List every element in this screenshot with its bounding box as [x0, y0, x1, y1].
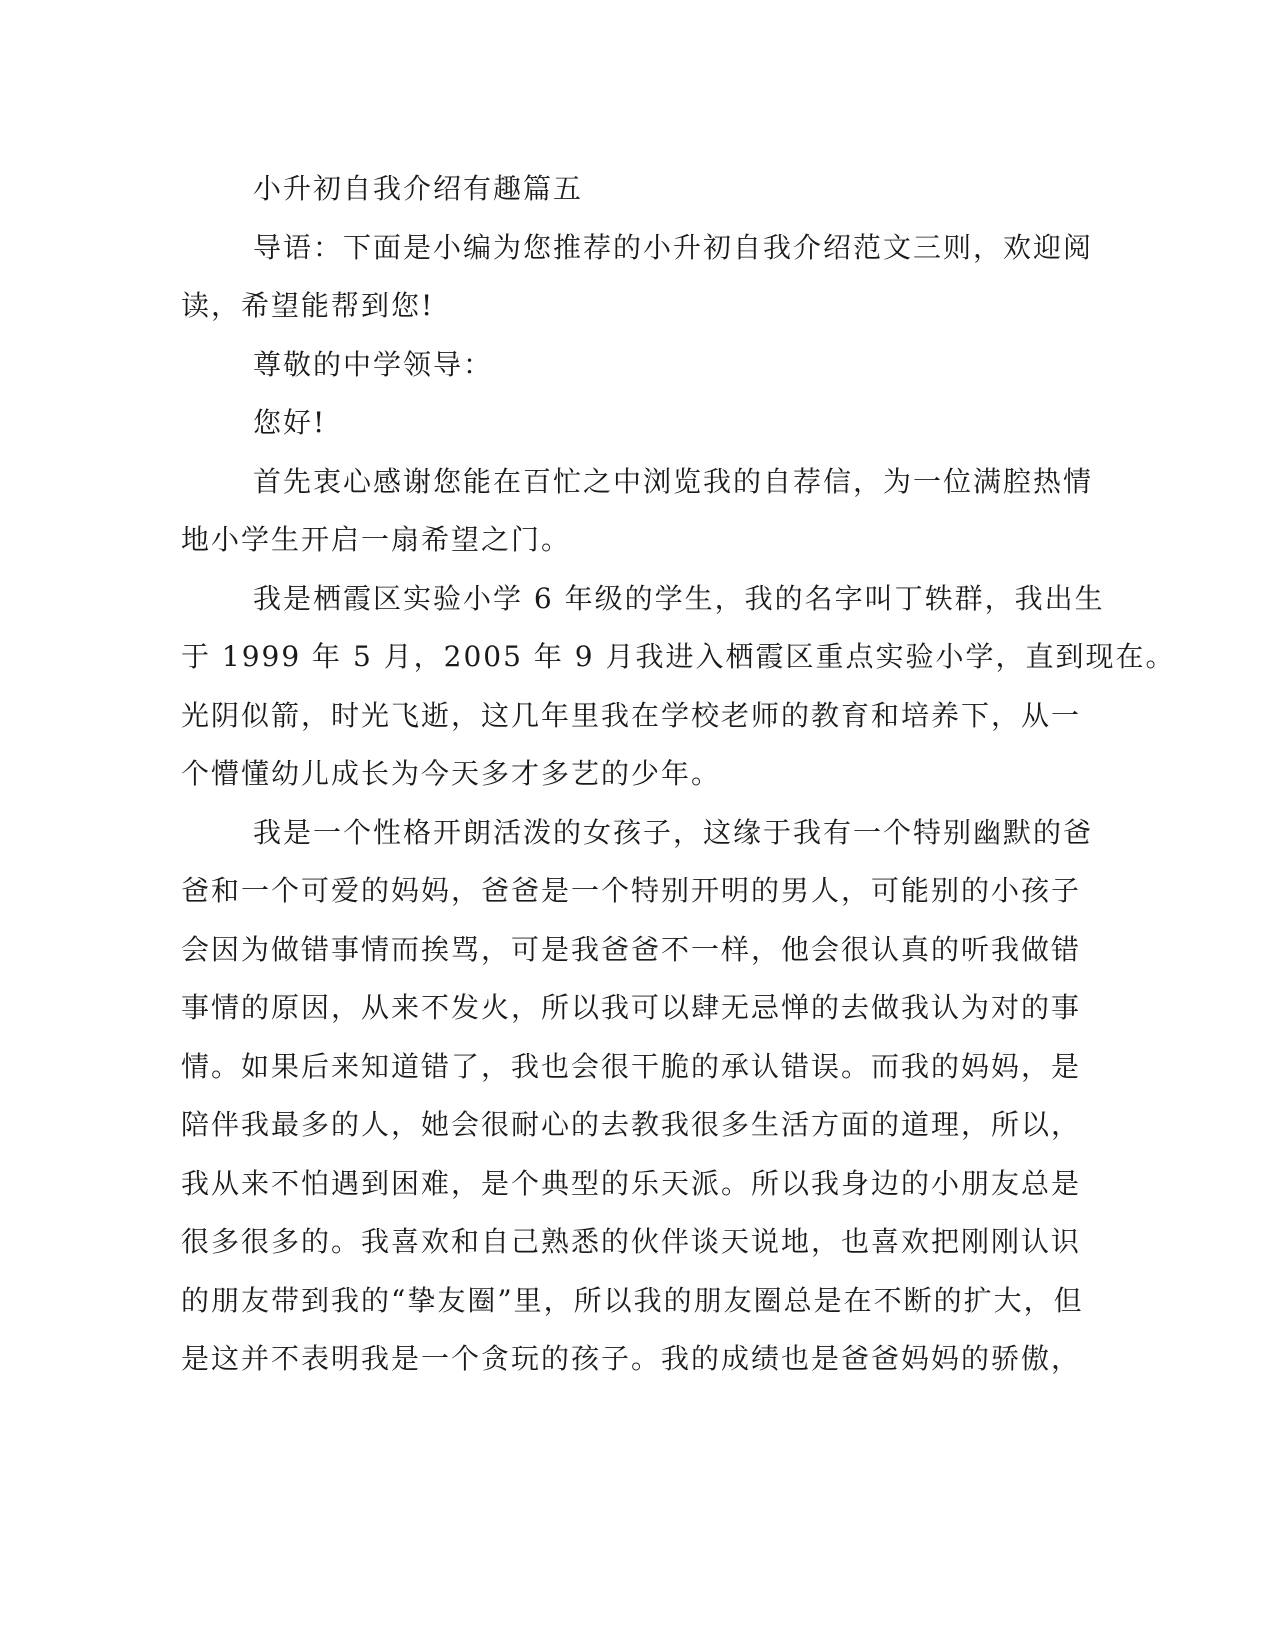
text-line: 我是栖霞区实验小学 6 年级的学生，我的名字叫丁轶群，我出生 [253, 581, 1105, 615]
text-line: 是这并不表明我是一个贪玩的孩子。我的成绩也是爸爸妈妈的骄傲， [181, 1342, 1082, 1375]
text-line: 个懵懂幼儿成长为今天多才多艺的少年。 [181, 757, 722, 790]
greeting: 您好! [253, 406, 327, 439]
text-line: 首先衷心感谢您能在百忙之中浏览我的自荐信，为一位满腔热情 [253, 464, 1094, 498]
text-line: 于 1999 年 5 月，2005 年 9 月我进入栖霞区重点实验小学，直到现在。 [181, 640, 1176, 673]
document-title: 小升初自我介绍有趣篇五 [253, 172, 584, 205]
text-line: 陪伴我最多的人，她会很耐心的去教我很多生活方面的道理，所以， [181, 1108, 1082, 1141]
text-line: 读，希望能帮到您! [181, 289, 435, 322]
text-line: 地小学生开启一扇希望之门。 [181, 523, 572, 556]
text-line: 很多很多的。我喜欢和自己熟悉的伙伴谈天说地，也喜欢把刚刚认识 [181, 1225, 1082, 1258]
document-body [181, 160, 1176, 1389]
salutation: 尊敬的中学领导： [253, 347, 494, 381]
text-line: 会因为做错事情而挨骂，可是我爸爸不一样，他会很认真的听我做错 [181, 932, 1082, 966]
text-line: 事情的原因，从来不发火，所以我可以肆无忌惮的去做我认为对的事 [181, 991, 1082, 1024]
text-line: 爸和一个可爱的妈妈，爸爸是一个特别开明的男人，可能别的小孩子 [181, 874, 1082, 907]
text-line: 我从来不怕遇到困难，是个典型的乐天派。所以我身边的小朋友总是 [181, 1166, 1082, 1200]
text-line: 情。如果后来知道错了，我也会很干脆的承认错误。而我的妈妈，是 [181, 1049, 1082, 1083]
text-line: 光阴似箭，时光飞逝，这几年里我在学校老师的教育和培养下，从一 [181, 698, 1082, 732]
text-line: 导语：下面是小编为您推荐的小升初自我介绍范文三则，欢迎阅 [253, 230, 1094, 264]
text-line: 我是一个性格开朗活泼的女孩子，这缘于我有一个特别幽默的爸 [253, 815, 1094, 849]
text-line: 的朋友带到我的“挚友圈”里，所以我的朋友圈总是在不断的扩大，但 [181, 1283, 1084, 1317]
